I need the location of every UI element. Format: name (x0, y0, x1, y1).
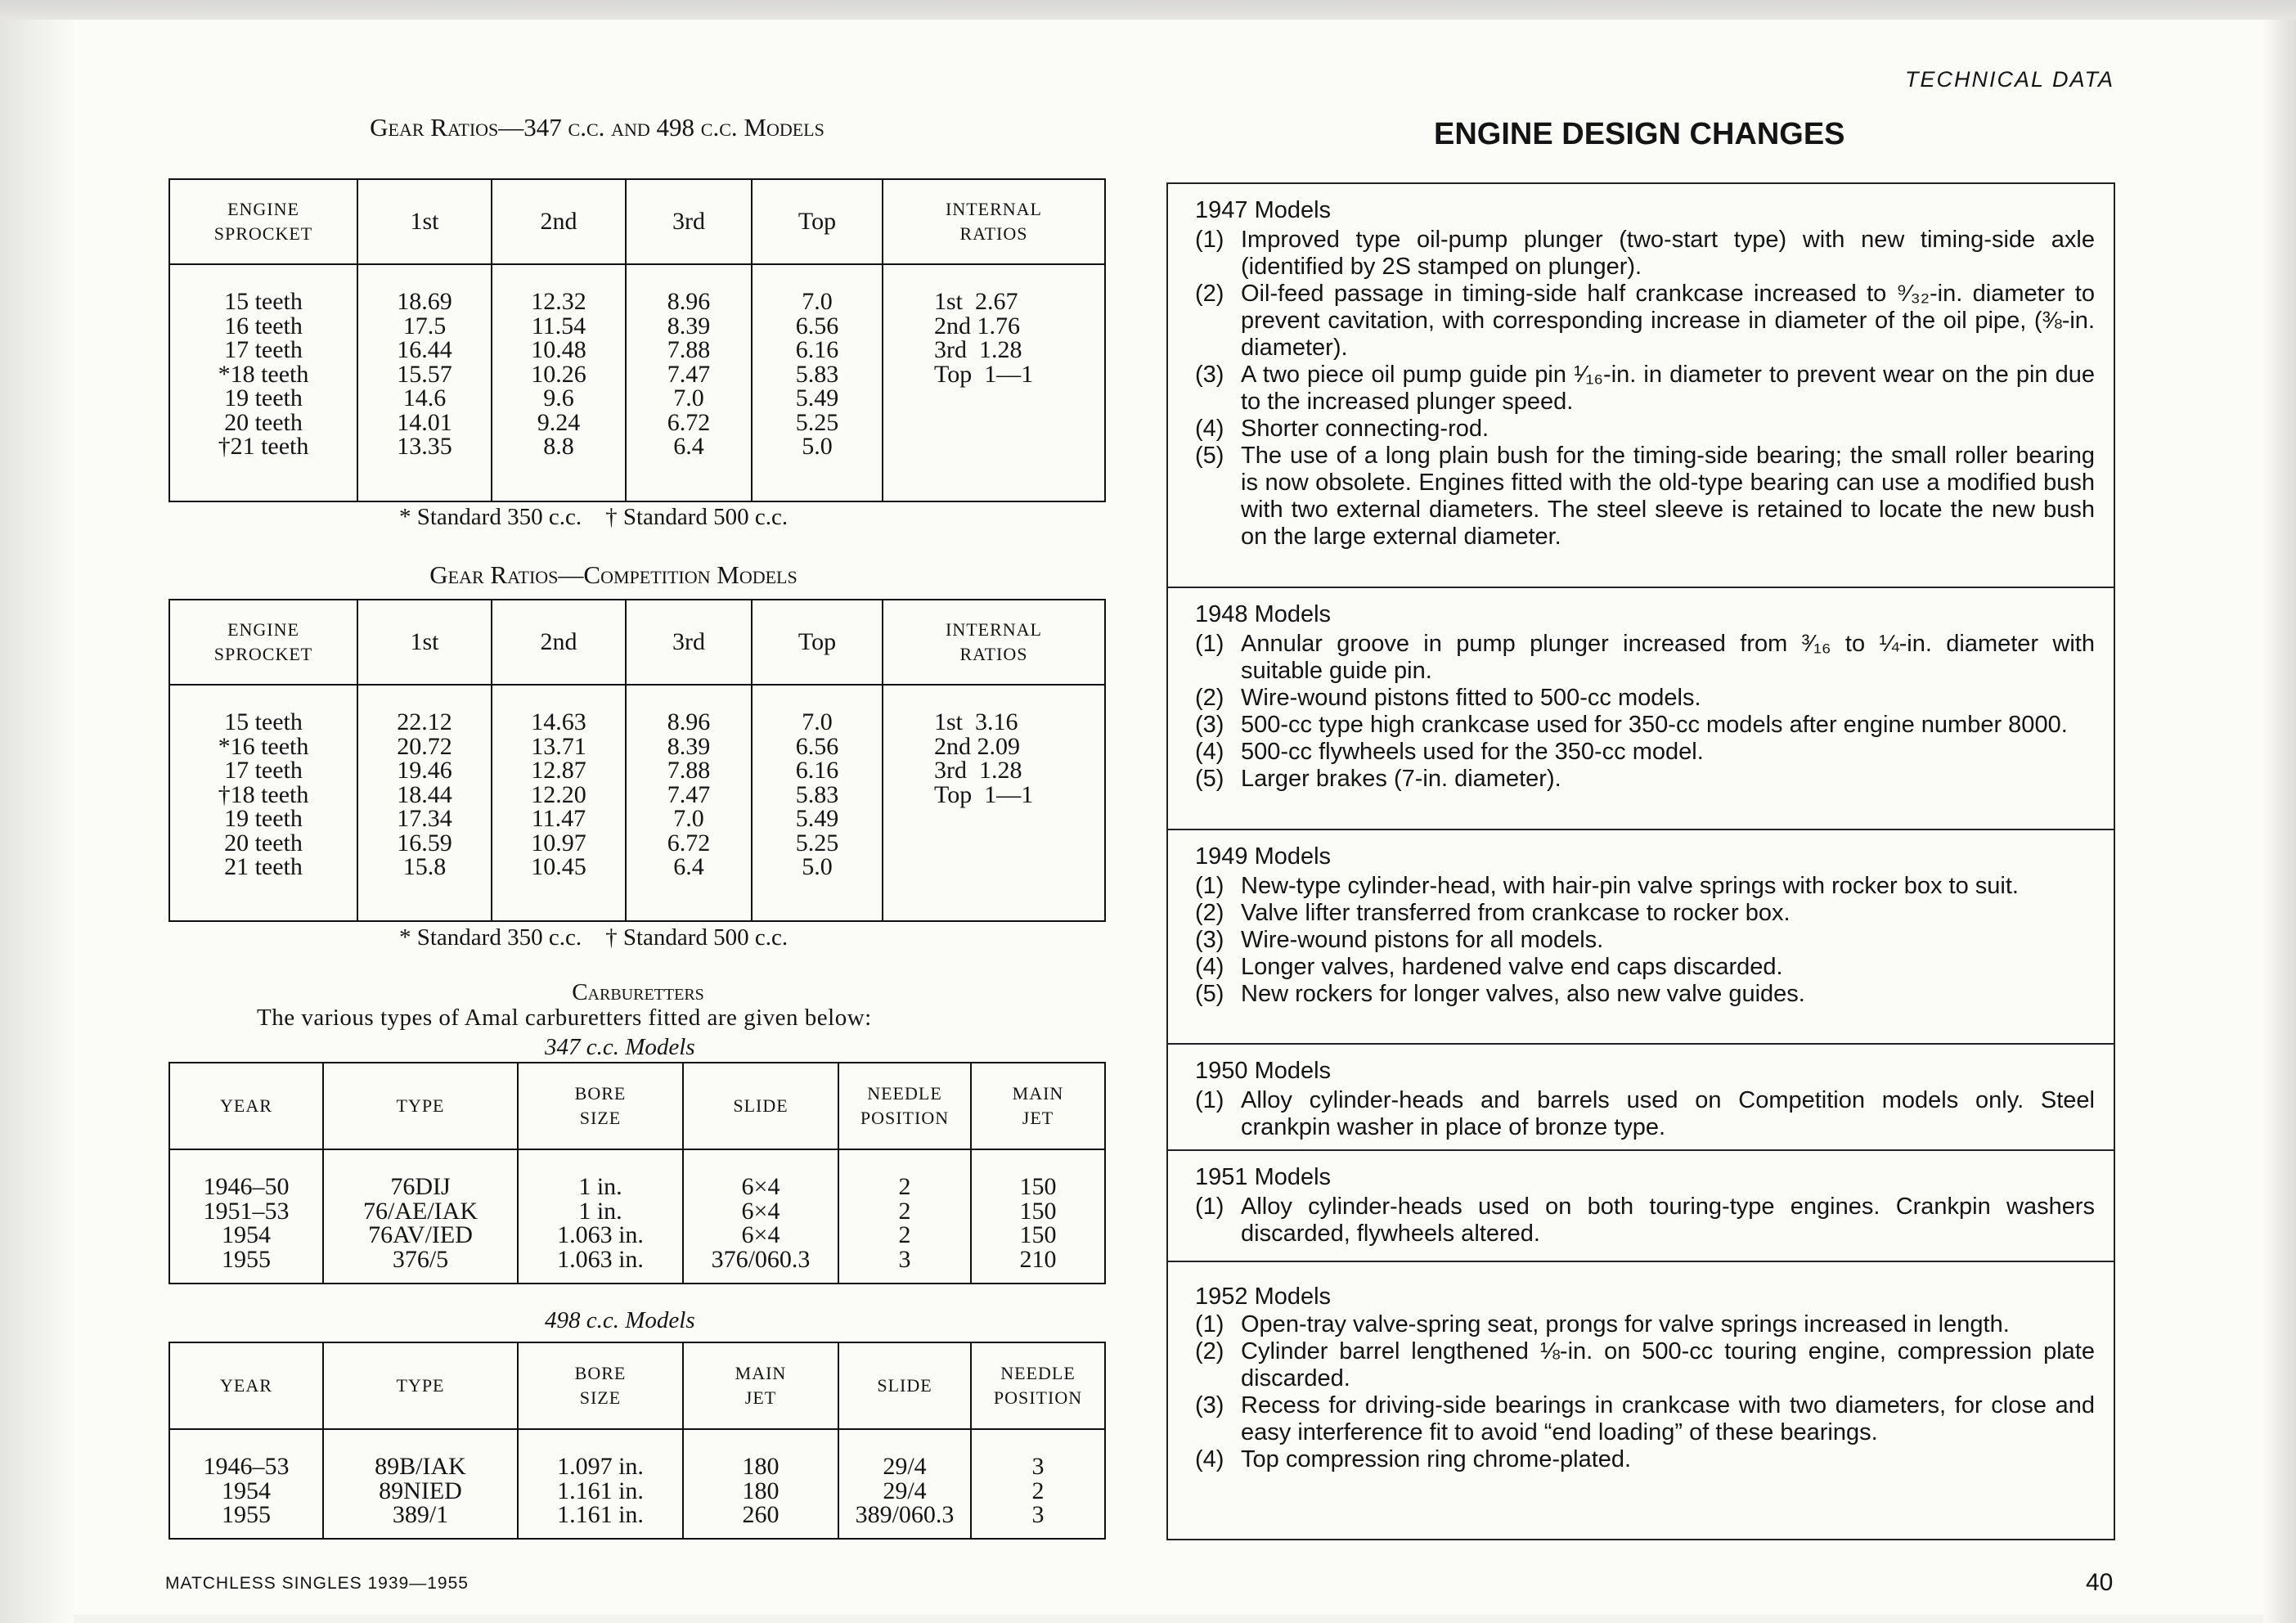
slide-column: 29/4 29/4 389/060.3 (838, 1429, 971, 1539)
change-item: (1) Improved type oil-pump plunger (two-start type) with new timing-side axle (identified by 2S stamped on plunger). (1195, 227, 2095, 280)
header-bore-size: BORE SIZE (518, 1342, 683, 1429)
change-item: (3) 500-cc type high crankcase used for 350-cc models after engine number 8000. (1195, 712, 2068, 738)
change-item: (3) Wire-wound pistons for all models. (1195, 927, 1604, 953)
page-title: ENGINE DESIGN CHANGES (1434, 117, 1845, 151)
changes-section-1949 (1168, 829, 2114, 1045)
header-1st: 1st (357, 600, 492, 685)
header-bore-size: BORE SIZE (518, 1063, 683, 1149)
header-3rd: 3rd (626, 600, 752, 685)
header-top: Top (752, 179, 883, 264)
header-3rd: 3rd (626, 179, 752, 264)
main-jet-column: 180 180 260 (683, 1429, 838, 1539)
type-column: 89B/IAK 89NIED 389/1 (323, 1429, 518, 1539)
changes-section-1952 (1168, 1261, 2114, 1540)
carburetter-347-table (168, 1062, 1106, 1284)
section-year: 1952 Models (1195, 1284, 1332, 1310)
gear-ratios-competition-footnote: * Standard 350 c.c. † Standard 500 c.c. (399, 924, 789, 951)
change-item: (1) Annular groove in pump plunger increased from ³⁄₁₆ to ¼-in. diameter with suitable guide pin. (1195, 631, 2095, 684)
type-column: 76DIJ 76/AE/IAK 76AV/IED 376/5 (323, 1149, 518, 1284)
page-gutter (0, 20, 74, 1623)
year-column: 1946–53 1954 1955 (169, 1429, 323, 1539)
design-changes-box (1166, 182, 2115, 1540)
section-items (1195, 873, 2095, 1008)
carb-498-caption: 498 c.c. Models (545, 1307, 695, 1333)
header-needle-position: NEEDLE POSITION (838, 1063, 971, 1149)
carburetter-498-table (168, 1342, 1106, 1540)
header-needle-position: NEEDLE POSITION (971, 1342, 1105, 1429)
changes-section-1950 (1168, 1043, 2114, 1151)
gear-ratios-main-footnote: * Standard 350 c.c. † Standard 500 c.c. (399, 504, 789, 530)
top-gear-column: 7.0 6.56 6.16 5.83 5.49 5.25 5.0 (752, 685, 883, 921)
first-gear-column: 22.12 20.72 19.46 18.44 17.34 16.59 15.8 (357, 685, 492, 921)
needle-column: 3 2 3 (971, 1429, 1105, 1539)
section-items (1195, 227, 2095, 551)
second-gear-column: 14.63 13.71 12.87 12.20 11.47 10.97 10.45 (492, 685, 626, 921)
header-top: Top (752, 600, 883, 685)
section-year: 1950 Models (1195, 1058, 1332, 1084)
header-2nd: 2nd (492, 179, 626, 264)
change-item: (5) New rockers for longer valves, also new valve guides. (1195, 981, 1805, 1007)
header-engine-sprocket: ENGINE SPROCKET (169, 179, 357, 264)
page-number: 40 (2086, 1569, 2114, 1596)
changes-section-1948 (1168, 587, 2114, 830)
section-items (1195, 1087, 2095, 1141)
sprocket-column: 15 teeth 16 teeth 17 teeth *18 teeth 19 teeth 20 teeth †21 teeth (169, 264, 357, 501)
internal-ratios-column: 1st 3.16 2nd 2.09 3rd 1.28 Top 1—1 (883, 685, 1105, 921)
section-items (1195, 1194, 2095, 1248)
bore-column: 1.097 in. 1.161 in. 1.161 in. (518, 1429, 683, 1539)
header-main-jet: MAIN JET (971, 1063, 1105, 1149)
change-item: (5) The use of a long plain bush for the timing-side bearing; the small roller bearing is now obsolete. Engines fitted with the old-type bearing can use a modified bush with two external diameters. The steel sleeve is retained to locate the new bush on the large external diameter. (1195, 443, 2095, 550)
section-year: 1951 Models (1195, 1164, 1332, 1190)
slide-column: 6×4 6×4 6×4 376/060.3 (683, 1149, 838, 1284)
change-item: (3) A two piece oil pump guide pin ¹⁄₁₆-in. in diameter to prevent wear on the pin due to the increased plunger speed. (1195, 362, 2095, 415)
gear-ratios-main-table (168, 178, 1106, 502)
main-jet-column: 150 150 150 210 (971, 1149, 1105, 1284)
change-item: (1) Open-tray valve-spring seat, prongs for valve springs increased in length. (1195, 1311, 2010, 1338)
top-gear-column: 7.0 6.56 6.16 5.83 5.49 5.25 5.0 (752, 264, 883, 501)
third-gear-column: 8.96 8.39 7.88 7.47 7.0 6.72 6.4 (626, 685, 752, 921)
gear-ratios-main-title: Gear Ratios—347 c.c. and 498 c.c. Models (370, 113, 824, 142)
change-item: (2) Cylinder barrel lengthened ⅛-in. on 500-cc touring engine, compression plate discarded. (1195, 1338, 2095, 1391)
section-items (1195, 631, 2095, 793)
header-2nd: 2nd (492, 600, 626, 685)
header-year: YEAR (169, 1342, 323, 1429)
section-label: TECHNICAL DATA (1904, 67, 2114, 92)
change-item: (5) Larger brakes (7-in. diameter). (1195, 766, 1561, 792)
header-type: TYPE (323, 1063, 518, 1149)
section-year: 1948 Models (1195, 601, 1332, 627)
second-gear-column: 12.32 11.54 10.48 10.26 9.6 9.24 8.8 (492, 264, 626, 501)
third-gear-column: 8.96 8.39 7.88 7.47 7.0 6.72 6.4 (626, 264, 752, 501)
change-item: (1) Alloy cylinder-heads used on both touring-type engines. Crankpin washers discarded, flywheels altered. (1195, 1194, 2095, 1247)
carburetters-intro: The various types of Amal carburetters fitted are given below: (257, 1005, 872, 1031)
header-internal-ratios: INTERNAL RATIOS (883, 179, 1105, 264)
section-year: 1947 Models (1195, 197, 1332, 223)
header-year: YEAR (169, 1063, 323, 1149)
changes-section-1951 (1168, 1149, 2114, 1262)
header-slide: SLIDE (838, 1342, 971, 1429)
sprocket-column: 15 teeth *16 teeth 17 teeth †18 teeth 19 teeth 20 teeth 21 teeth (169, 685, 357, 921)
carb-347-caption: 347 c.c. Models (545, 1034, 695, 1060)
change-item: (3) Recess for driving-side bearings in crankcase with two diameters, for close and easy interference fit to avoid “end loading” of these bearings. (1195, 1392, 2095, 1445)
header-main-jet: MAIN JET (683, 1342, 838, 1429)
change-item: (4) Shorter connecting-rod. (1195, 416, 1489, 442)
section-year: 1949 Models (1195, 843, 1332, 870)
change-item: (4) Longer valves, hardened valve end caps discarded. (1195, 954, 1783, 980)
change-item: (2) Wire-wound pistons fitted to 500-cc models. (1195, 685, 1701, 711)
change-item: (1) Alloy cylinder-heads and barrels used on Competition models only. Steel crankpin washer in place of bronze type. (1195, 1087, 2095, 1140)
change-item: (4) 500-cc flywheels used for the 350-cc model. (1195, 739, 1704, 765)
change-item: (2) Oil-feed passage in timing-side half crankcase increased to ⁹⁄₃₂-in. diameter to prevent cavitation, with corresponding increase in diameter of the oil pipe, (⅜-in. diameter). (1195, 281, 2095, 361)
page-edge (2263, 20, 2296, 1623)
section-items (1195, 1311, 2095, 1473)
header-internal-ratios: INTERNAL RATIOS (883, 600, 1105, 685)
needle-column: 2 2 2 3 (838, 1149, 971, 1284)
bore-column: 1 in. 1 in. 1.063 in. 1.063 in. (518, 1149, 683, 1284)
internal-ratios-column: 1st 2.67 2nd 1.76 3rd 1.28 Top 1—1 (883, 264, 1105, 501)
carburetters-title: Carburetters (572, 979, 704, 1005)
header-type: TYPE (323, 1342, 518, 1429)
change-item: (2) Valve lifter transferred from crankcase to rocker box. (1195, 900, 1791, 926)
gear-ratios-competition-table (168, 599, 1106, 922)
change-item: (1) New-type cylinder-head, with hair-pin valve springs with rocker box to suit. (1195, 873, 2019, 899)
changes-section-1947 (1168, 184, 2114, 587)
first-gear-column: 18.69 17.5 16.44 15.57 14.6 14.01 13.35 (357, 264, 492, 501)
book-title-footer: MATCHLESS SINGLES 1939—1955 (165, 1574, 469, 1593)
header-slide: SLIDE (683, 1063, 838, 1149)
header-engine-sprocket: ENGINE SPROCKET (169, 600, 357, 685)
header-1st: 1st (357, 179, 492, 264)
year-column: 1946–50 1951–53 1954 1955 (169, 1149, 323, 1284)
gear-ratios-competition-title: Gear Ratios—Competition Models (429, 560, 798, 589)
change-item: (4) Top compression ring chrome-plated. (1195, 1446, 1632, 1472)
